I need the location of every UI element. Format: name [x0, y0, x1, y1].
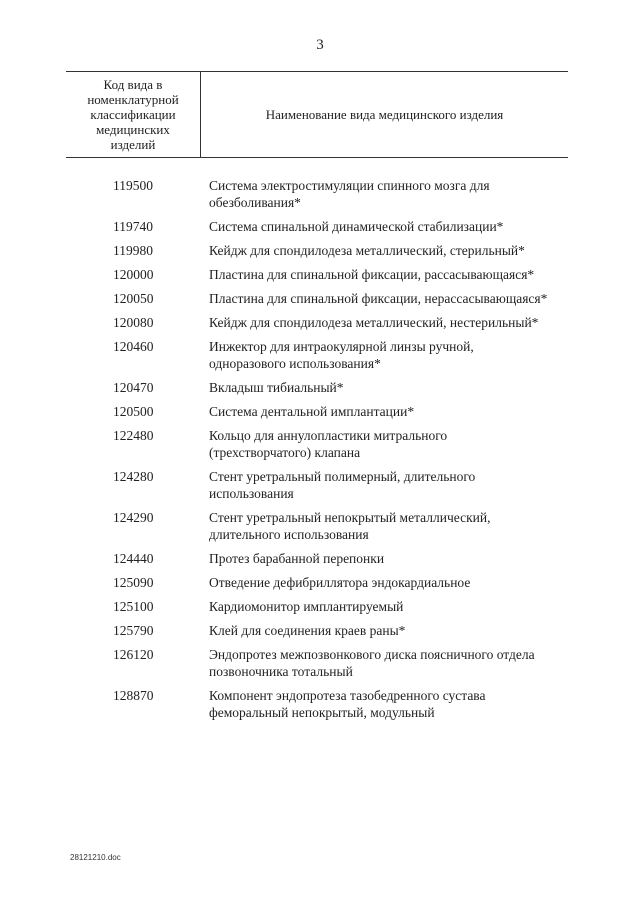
row-name: Пластина для спинальной фиксации, нерассасывающаяся*: [209, 291, 548, 306]
header-code-column: Код вида в номенклатурной классификации медицинских изделий: [66, 72, 201, 157]
table-row: [0, 379, 640, 396]
row-code: 125100: [113, 599, 154, 614]
table-row: [0, 550, 640, 567]
row-name: Кардиомонитор имплантируемый: [209, 599, 404, 614]
row-name: Отведение дефибриллятора эндокардиальное: [209, 575, 471, 590]
table-row: [0, 218, 640, 235]
table-row: [0, 290, 640, 307]
row-code: 119740: [113, 219, 153, 234]
table-row: [0, 598, 640, 615]
document-filename: 28121210.doc: [70, 853, 121, 862]
row-name: Система дентальной имплантации*: [209, 404, 415, 419]
table-row: [0, 622, 640, 639]
row-code: 120500: [113, 404, 154, 419]
row-name: Эндопротез межпозвонкового диска поясничного отдела позвоночника тотальный: [209, 647, 535, 679]
table-row: [0, 509, 640, 543]
row-name: Стент уретральный непокрытый металлический, длительного использования: [209, 510, 491, 542]
table-row: [0, 403, 640, 420]
table-row: [0, 338, 640, 372]
row-code: 125790: [113, 623, 154, 638]
table-header: [66, 71, 568, 158]
row-code: 125090: [113, 575, 154, 590]
row-name: Кейдж для спондилодеза металлический, стерильный*: [209, 243, 525, 258]
row-name: Инжектор для интраокулярной линзы ручной, одноразового использования*: [209, 339, 474, 371]
row-name: Кольцо для аннулопластики митрального (трехстворчатого) клапана: [209, 428, 448, 460]
row-name: Протез барабанной перепонки: [209, 551, 385, 566]
row-name: Клей для соединения краев раны*: [209, 623, 406, 638]
row-code: 120080: [113, 315, 154, 330]
page-number: 3: [316, 37, 324, 53]
row-code: 126120: [113, 647, 154, 662]
row-name: Компонент эндопротеза тазобедренного сустава феморальный непокрытый, модульный: [209, 688, 486, 720]
table-row: [0, 242, 640, 259]
row-name: Стент уретральный полимерный, длительного использования: [209, 469, 476, 501]
table-row: [0, 177, 640, 211]
row-code: 120000: [113, 267, 154, 282]
table-row: [0, 468, 640, 502]
row-code: 124280: [113, 469, 154, 484]
row-code: 120050: [113, 291, 154, 306]
row-name: Система спинальной динамической стабилизации*: [209, 219, 504, 234]
row-name: Система электростимуляции спинного мозга для обезболивания*: [209, 178, 490, 210]
header-name-column: Наименование вида медицинского изделия: [265, 107, 504, 122]
row-code: 120460: [113, 339, 154, 354]
row-name: Вкладыш тибиальный*: [209, 380, 344, 395]
row-code: 122480: [113, 428, 154, 443]
row-code: 124290: [113, 510, 154, 525]
row-name: Пластина для спинальной фиксации, рассасывающаяся*: [209, 267, 535, 282]
row-code: 120470: [113, 380, 154, 395]
table-row: [0, 314, 640, 331]
table-row: [0, 427, 640, 461]
row-code: 128870: [113, 688, 154, 703]
table-row: [0, 266, 640, 283]
row-code: 124440: [113, 551, 154, 566]
row-name: Кейдж для спондилодеза металлический, нестерильный*: [209, 315, 539, 330]
table-row: [0, 574, 640, 591]
row-code: 119500: [113, 178, 153, 193]
table-row: [0, 687, 640, 721]
row-code: 119980: [113, 243, 153, 258]
table-body: [0, 177, 640, 728]
table-row: [0, 646, 640, 680]
